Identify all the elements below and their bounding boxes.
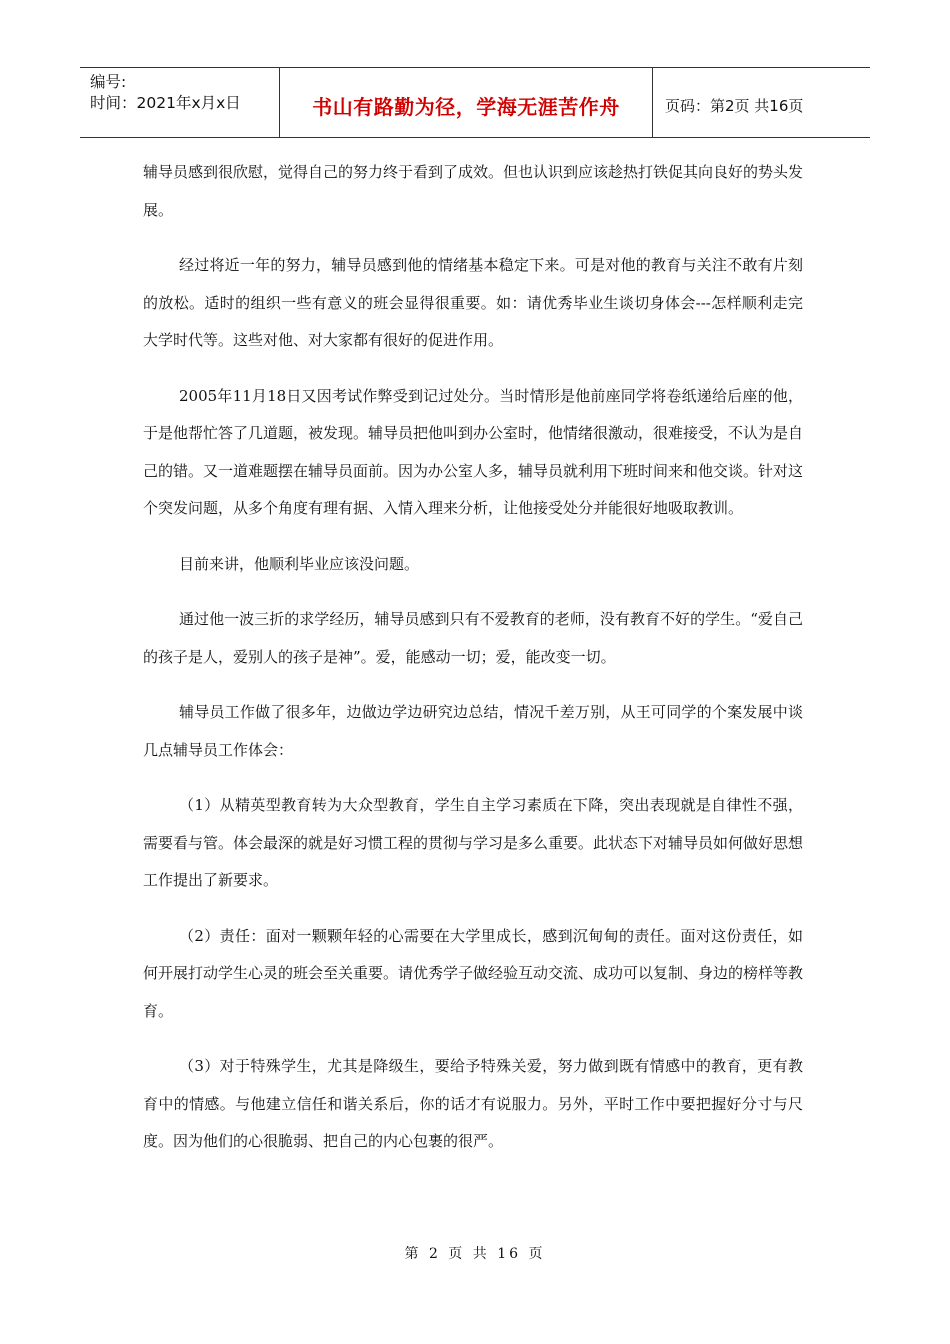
header-page-info: 页码：第2页 共16页 [665, 97, 804, 115]
header-motto: 书山有路勤为径，学海无涯苦作舟 [280, 68, 653, 137]
body-paragraph: 2005年11月18日又因考试作弊受到记过处分。当时情形是他前座同学将卷纸递给后座的他，于是他帮忙答了几道题，被发现。辅导员把他叫到办公室时，他情绪很激动，很难接受，不认为是自己的错。又一道难题摆在辅导员面前。因为办公室人多，辅导员就利用下班时间来和他交谈。针对这个突发问题，从多个角度有理有据、入情入理来分析，让他接受处分并能很好地吸取教训。 [143, 386, 804, 517]
document-date-label: 时间：2021年x月x日 [90, 94, 241, 112]
body-paragraph: 目前来讲，他顺利毕业应该没问题。 [179, 554, 420, 573]
document-number-label: 编号: [90, 73, 127, 91]
body-paragraph: （3）对于特殊学生，尤其是降级生，要给予特殊关爱，努力做到既有情感中的教育，更有教育中的情感。与他建立信任和谐关系后，你的话才有说服力。另外，平时工作中要把握好分寸与尺度。因为他们的心很脆弱、把自己的内心包裹的很严。 [143, 1057, 803, 1150]
header-meta [80, 68, 280, 137]
body-paragraph: （1）从精英型教育转为大众型教育，学生自主学习素质在下降，突出表现就是自律性不强，需要看与管。体会最深的就是好习惯工程的贯彻与学习是多么重要。此状态下对辅导员如何做好思想工作提出了新要求。 [143, 796, 804, 889]
body-paragraph: 经过将近一年的努力，辅导员感到他的情绪基本稳定下来。可是对他的教育与关注不敢有片刻的放松。适时的组织一些有意义的班会显得很重要。如：请优秀毕业生谈切身体会---怎样顺利走完大学时代等。这些对他、对大家都有很好的促进作用。 [143, 256, 803, 349]
body-paragraph: （2）责任：面对一颗颗年轻的心需要在大学里成长，感到沉甸甸的责任。面对这份责任，如何开展打动学生心灵的班会至关重要。请优秀学子做经验互动交流、成功可以复制、身边的榜样等教育。 [143, 926, 804, 1020]
document-body [143, 154, 803, 1179]
body-paragraph: 辅导员感到很欣慰，觉得自己的努力终于看到了成效。但也认识到应该趁热打铁促其向良好的势头发展。 [143, 163, 804, 219]
body-paragraph: 通过他一波三折的求学经历，辅导员感到只有不爱教育的老师，没有教育不好的学生。“爱自己的孩子是人，爱别人的孩子是神”。爱，能感动一切；爱，能改变一切。 [143, 610, 803, 666]
body-paragraph: 辅导员工作做了很多年，边做边学边研究边总结，情况千差万别，从王可同学的个案发展中谈几点辅导员工作体会： [143, 703, 803, 759]
page-footer: 第 2 页 共 16 页 [404, 1246, 546, 1262]
page-header [80, 67, 870, 138]
